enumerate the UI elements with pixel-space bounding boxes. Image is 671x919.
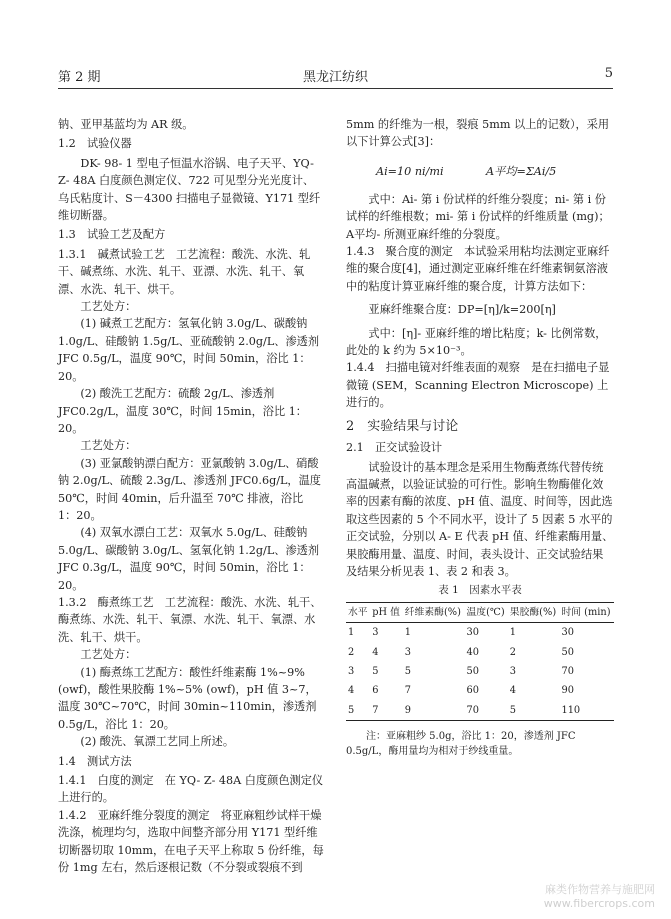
table-row <box>346 701 614 721</box>
factor-level-table <box>346 602 614 721</box>
section-1-3-2-text: 1.3.2 酶煮练工艺 工艺流程：酸洗、水洗、轧干、酶煮练、水洗、轧干、氧漂、水洗、轧干、氧漂、水洗、轧干、烘干。 <box>58 595 322 644</box>
table-cell: 70 <box>561 665 574 677</box>
table-cell: 3 <box>404 646 411 658</box>
section-1-2-text: DK- 98- 1 型电子恒温水浴锅、电子天平、YQ- Z- 48A 白度颜色测定仪、722 可见型分光光度计、乌氏粘度计、S－4300 扫描电子显微镜、Y171 型纤维切断器。 <box>58 156 321 223</box>
recipe-alkali-scour: (1) 碱煮工艺配方：氢氧化钠 3.0g/L、碳酸钠 1.0g/L、硅酸钠 1.5g/L、亚硫酸钠 2.0g/L、渗透剂 JFC 0.5g/L，温度 90℃，时间 50min，浴比 1：20。 <box>58 317 320 383</box>
right-column <box>346 116 614 759</box>
intro-paragraph: 钠、亚甲基蓝均为 AR 级。 <box>58 118 194 131</box>
recipe-chlorite-bleach: (3) 亚氯酸钠漂白配方：亚氯酸钠 3.0g/L、硝酸钠 2.0g/L、硫酸 2.3g/L、渗透剂 JFC0.6g/L，温度 50℃，时间 40min，后升温至 70℃ 排液，浴比 1：20。 <box>58 456 321 522</box>
table-cell: 3 <box>372 627 379 639</box>
table-cell: 90 <box>561 685 574 697</box>
recipe-acid-wash: (2) 酸洗工艺配方：硫酸 2g/L、渗透剂 JFC0.2g/L，温度 30℃，时间 15min，浴比 1：20。 <box>58 387 307 435</box>
recipe-label: 工艺处方： <box>80 439 137 453</box>
section-1-4-3-text: 1.4.3 聚合度的测定 本试验采用粘均法测定亚麻纤维的聚合度[4]，通过测定亚麻纤维在纤维素铜氨溶液中的粘度计算亚麻纤维的聚合度，计算方法如下： <box>346 245 610 293</box>
formula-where-1: 式中：Ai- 第 i 份试样的纤维分裂度；ni- 第 i 份试样的纤维根数；mi- 第 i 份试样的纤维质量 (mg)；A平均- 所测亚麻纤维的分裂度。 <box>346 192 610 241</box>
table-cell: 3 <box>348 665 355 677</box>
table-cell: 3 <box>509 665 517 677</box>
watermark-line-1: 麻类作物营养与施肥网 <box>545 883 655 896</box>
table-cell: 30 <box>466 627 479 639</box>
table-cell: 2 <box>348 646 355 658</box>
left-column <box>58 116 325 876</box>
table-header-cell: 纤维素酶(%) <box>404 606 461 618</box>
continued-paragraph: 5mm 的纤维为一根，裂痕 5mm 以上的记数），采用以下计算公式[3]： <box>346 118 610 149</box>
table-cell: 9 <box>404 704 411 716</box>
section-1-3-1-text: 1.3.1 碱煮试验工艺 工艺流程：酸洗、水洗、轧干、碱煮练、水洗、轧干、亚漂、水洗、轧干、氧漂、水洗、轧干、烘干。 <box>58 247 311 296</box>
table-row <box>346 643 614 662</box>
table-cell: 110 <box>561 704 581 716</box>
section-2-1-text: 试验设计的基本理念是采用生物酶煮练代替传统高温碱煮，以验证试验的可行性。影响生物酶催化效率的因素有酶的浓度、pH 值、温度、时间等，因此选取这些因素的 5 个不同水平，设计了 5 因素 5 水平的正交试验，分别以 A- E 代表 pH 值、纤维素酶用量、果胶酶用量、温度、时间，表头设计、正交试验结果及结果分析见表 1、表 2 和表 3。 <box>346 460 614 578</box>
section-1-4-title: 1.4 测试方法 <box>58 754 132 768</box>
watermark <box>544 883 655 911</box>
recipe-acid-oxygen: (2) 酸洗、氧漂工艺同上所述。 <box>80 735 235 749</box>
table-cell: 2 <box>509 646 517 658</box>
recipe-label: 工艺处方： <box>80 300 137 314</box>
section-1-2-title: 1.2 试验仪器 <box>58 137 132 151</box>
table-cell: 5 <box>509 704 517 716</box>
table-cell: 60 <box>466 685 479 697</box>
header-rule <box>58 88 613 89</box>
issue-label: 第 2 期 <box>58 70 101 85</box>
table-cell: 30 <box>561 627 574 639</box>
section-2-title: 2 实验结果与讨论 <box>346 418 459 434</box>
table-header-cell: pH 值 <box>372 606 400 618</box>
table-cell: 50 <box>466 665 479 677</box>
table-1-caption: 表 1 因素水平表 <box>438 584 522 597</box>
recipe-enzyme-scour: (1) 酶煮练工艺配方：酸性纤维素酶 1%~9% (owf)，酸性果胶酶 1%~5% (owf)，pH 值 3~7，温度 30℃~70℃，时间 30min~110min，渗透剂 0.5g/L，浴比 1：20。 <box>58 665 317 731</box>
table-header-row <box>346 602 614 622</box>
table-header-cell: 时间 (min) <box>561 606 611 618</box>
table-cell: 40 <box>466 646 479 658</box>
formula-polymerization: 亚麻纤维聚合度：DP=[η]/k=200[η] <box>368 303 556 317</box>
table-cell: 50 <box>561 646 574 658</box>
table-1-note: 注：亚麻粗纱 5.0g，浴比 1：20，渗透剂 JFC 0.5g/L，酶用量均为相对于纱线重量。 <box>346 731 576 758</box>
table-row <box>346 681 614 700</box>
formula-a-average: A平均=ΣAi/5 <box>486 164 557 178</box>
page-header <box>58 60 613 86</box>
table-row <box>346 623 614 643</box>
table-cell: 70 <box>466 704 479 716</box>
table-cell: 4 <box>509 685 517 697</box>
split-degree-formulas <box>346 151 614 191</box>
formula-ai: Ai=10 ni/mi <box>376 164 444 178</box>
section-1-4-2-text: 1.4.2 亚麻纤维分裂度的测定 将亚麻粗纱试样干燥洗涤，梳理均匀，选取中间整齐部分用 Y171 型纤维切断器切取 10mm，在电子天平上称取 5 份纤维，每份 1mg 左右，然后逐根记数（不分裂或裂痕不到 <box>58 808 324 875</box>
table-header-cell: 温度(℃) <box>466 606 505 618</box>
section-1-3-title: 1.3 试验工艺及配方 <box>58 228 166 242</box>
watermark-line-2: www.fibercrops.com <box>543 897 655 910</box>
table-header-cell: 果胶酶(%) <box>509 606 557 618</box>
table-cell: 5 <box>348 704 355 716</box>
journal-title: 黑龙江纺织 <box>302 70 368 85</box>
table-cell: 4 <box>372 646 379 658</box>
table-cell: 4 <box>348 685 355 697</box>
formula-where-2: 式中：[η]- 亚麻纤维的增比粘度；k- 比例常数，此处的 k 约为 5×10⁻³。 <box>346 326 607 358</box>
table-cell: 1 <box>509 627 517 639</box>
table-header-cell: 水平 <box>348 606 368 618</box>
section-1-4-4-text: 1.4.4 扫描电镜对纤维表面的观察 是在扫描电子显微镜 (SEM，Scanning Electron Microscope) 上进行的。 <box>346 361 610 410</box>
table-row <box>346 662 614 681</box>
table-cell: 5 <box>404 665 411 677</box>
table-cell: 1 <box>404 627 411 639</box>
table-cell: 7 <box>404 685 411 697</box>
section-2-1-title: 2.1 正交试验设计 <box>346 441 443 455</box>
table-cell: 5 <box>372 665 379 677</box>
table-cell: 7 <box>372 704 379 716</box>
section-1-4-1-text: 1.4.1 白度的测定 在 YQ- Z- 48A 白度颜色测定仪上进行的。 <box>58 774 324 805</box>
recipe-label: 工艺处方： <box>80 648 137 662</box>
table-cell: 1 <box>348 627 355 639</box>
table-cell: 6 <box>372 685 379 697</box>
recipe-peroxide-bleach: (4) 双氧水漂白工艺：双氧水 5.0g/L、硅酸钠 5.0g/L、碳酸钠 3.0g/L、氢氧化钠 1.2g/L、渗透剂 JFC 0.3g/L，温度 90℃，时间 50min，浴比 1：20。 <box>58 526 320 592</box>
page-number: 5 <box>604 66 613 81</box>
